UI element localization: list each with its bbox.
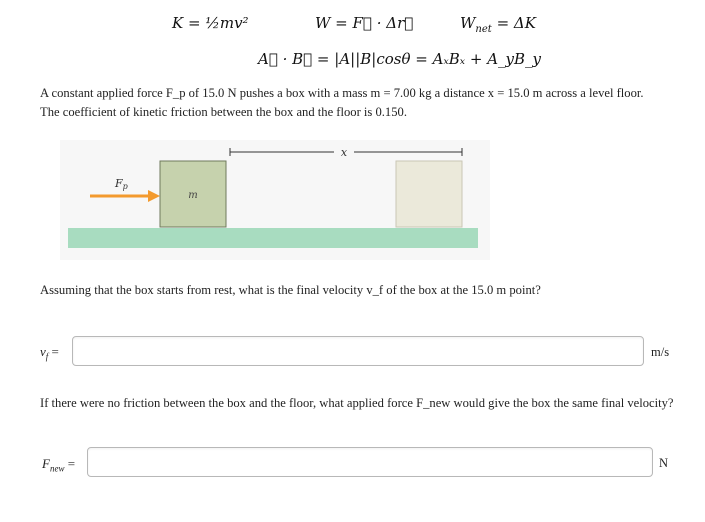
force-answer-input[interactable]: [87, 447, 653, 477]
problem-line-1: A constant applied force F_p of 15.0 N pushes a box with a mass m = 7.00 kg a distance x = 15.0 m across a level floor.: [40, 86, 644, 100]
velocity-label: $v_f$ =: [40, 344, 59, 362]
question-2-text: If there were no friction between the box and the floor, what applied force F_new would give the box the same final velocity?: [40, 396, 674, 410]
dot-product-formula: A⃗ · B⃗ = |A||B|cosθ = AₓBₓ + A_yB_y: [258, 50, 542, 68]
floor: [68, 228, 478, 248]
work-energy-theorem-formula: $W_{net} = \Delta K$: [460, 14, 536, 35]
velocity-answer-input[interactable]: [72, 336, 644, 366]
question-1-text: Assuming that the box starts from rest, what is the final velocity v_f of the box at the 15.0 m point?: [40, 283, 541, 297]
problem-line-2: The coefficient of kinetic friction between the box and the floor is 0.150.: [40, 105, 407, 119]
force-label-main: F: [115, 177, 123, 190]
velocity-unit: m/s: [651, 345, 670, 359]
force-unit: N: [659, 456, 669, 470]
problem-figure: [60, 140, 490, 260]
distance-label: x: [340, 146, 348, 159]
force-arrow-head: [148, 190, 160, 202]
force-label: [114, 177, 128, 191]
work-formula: W = F⃗ · Δr⃗: [315, 14, 414, 32]
box-end: [396, 161, 462, 227]
force-label-sub: p: [122, 182, 128, 191]
mass-label: m: [188, 190, 198, 201]
problem-statement: [40, 84, 644, 122]
force-label-answer: $F_{new}$ =: [42, 456, 76, 474]
kinetic-energy-formula: K = ½mv²: [172, 14, 249, 32]
box-diagram: [60, 140, 490, 260]
